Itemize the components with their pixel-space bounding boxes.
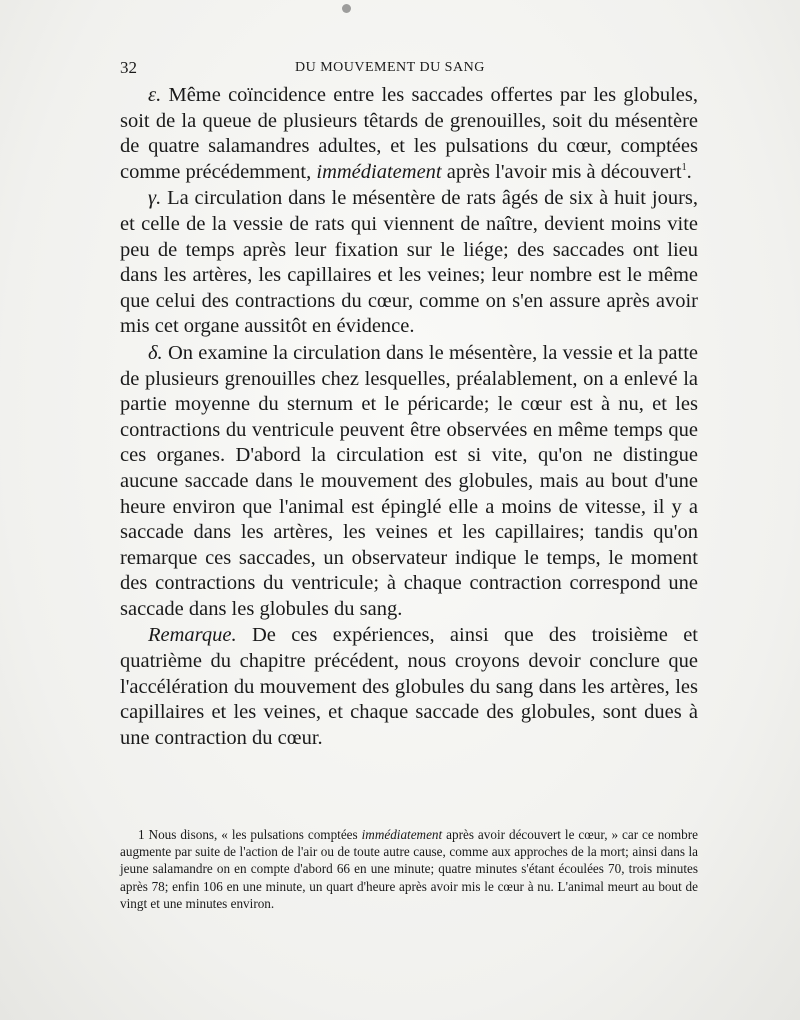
paragraph-text: La circulation dans le mésentère de rats âgés de six à huit jours, et celle de la vessie de rats qui viennent de naître, devient moins vite peu de temps après leur fixation sur le liége; des saccades ont lieu dans les artères, les capillaires et les veines; leur nombre est le même que celui des contractions du cœur, comme on s'en assure après avoir mis cet organe aussitôt en évidence. <box>120 187 698 338</box>
paragraph-remarque <box>120 623 698 751</box>
paragraph-text: De ces expériences, ainsi que des troisième et quatrième du chapitre précédent, nous croyons devoir conclure que l'accélération du mouvement des globules du sang dans les artères, les capillaires et les veines, et chaque saccade des globules, sont dues à une contraction du cœur. <box>120 624 698 749</box>
paragraph-marker: ε. <box>148 84 162 106</box>
footnote <box>120 826 698 912</box>
paragraph-marker: Remarque. <box>148 624 237 647</box>
paragraph-gamma <box>120 186 698 340</box>
page-number: 32 <box>120 58 137 77</box>
footnote-reference: 1 <box>681 161 687 173</box>
paragraph-delta <box>120 341 698 623</box>
footnote-text: Nous disons, « les pulsations comptées <box>144 827 362 842</box>
body-text <box>120 83 698 751</box>
paragraph-text: après l'avoir mis à découvert <box>441 160 682 183</box>
paragraph-text: . <box>686 160 692 183</box>
page-header <box>120 58 695 82</box>
footnotes <box>120 826 698 912</box>
footnote-number: 1 <box>138 827 145 842</box>
paragraph-text: On examine la circulation dans le mésentère, la vessie et la patte de plusieurs grenouilles chez lesquelles, préalablement, on a enlevé la partie moyenne du sternum et le péricarde; le cœur est à nu, et les contractions du ventricule peuvent être observées en même temps que ces organes. D'abord la circulation est si vite, qu'on ne distingue aucune saccade dans le mouvement des globules, mais au bout d'une heure environ que l'animal est épinglé elle a moins de vitesse, il y a saccade dans les artères, les veines et les capillaires; tandis qu'on remarque ces saccades, un observateur indique le temps, le moment des contractions du ventricule; à chaque contraction correspond une saccade dans les globules du sang. <box>120 341 698 620</box>
paragraph-epsilon <box>120 83 698 185</box>
running-title: DU MOUVEMENT DU SANG <box>295 60 485 75</box>
emphasis-text: immédiatement <box>316 160 442 183</box>
ink-smudge <box>342 4 351 13</box>
footnote-text: après avoir découvert le cœur, » car ce nombre augmente par suite de l'action de l'air ou de toute autre cause, comme aux approches de la mort; ainsi dans la jeune salamandre on en compte d'abord 66 en une minute; quatre minutes s'étant écoulées 70, trois minutes après 78; enfin 106 en une minute, un quart d'heure après avoir mis le cœur à nu. L'animal meurt au bout de vingt et une minutes environ. <box>120 827 698 911</box>
paragraph-text: Même coïncidence entre les saccades offertes par les globules, soit de la queue de plusieurs têtards de grenouilles, soit du mésentère de quatre salamandres adultes, et les pulsations du cœur, comptées comme précédemment, <box>120 84 698 183</box>
footnote-emphasis: immédiatement <box>361 827 443 842</box>
paragraph-marker: δ. <box>148 341 163 364</box>
paragraph-marker: γ. <box>148 187 162 210</box>
